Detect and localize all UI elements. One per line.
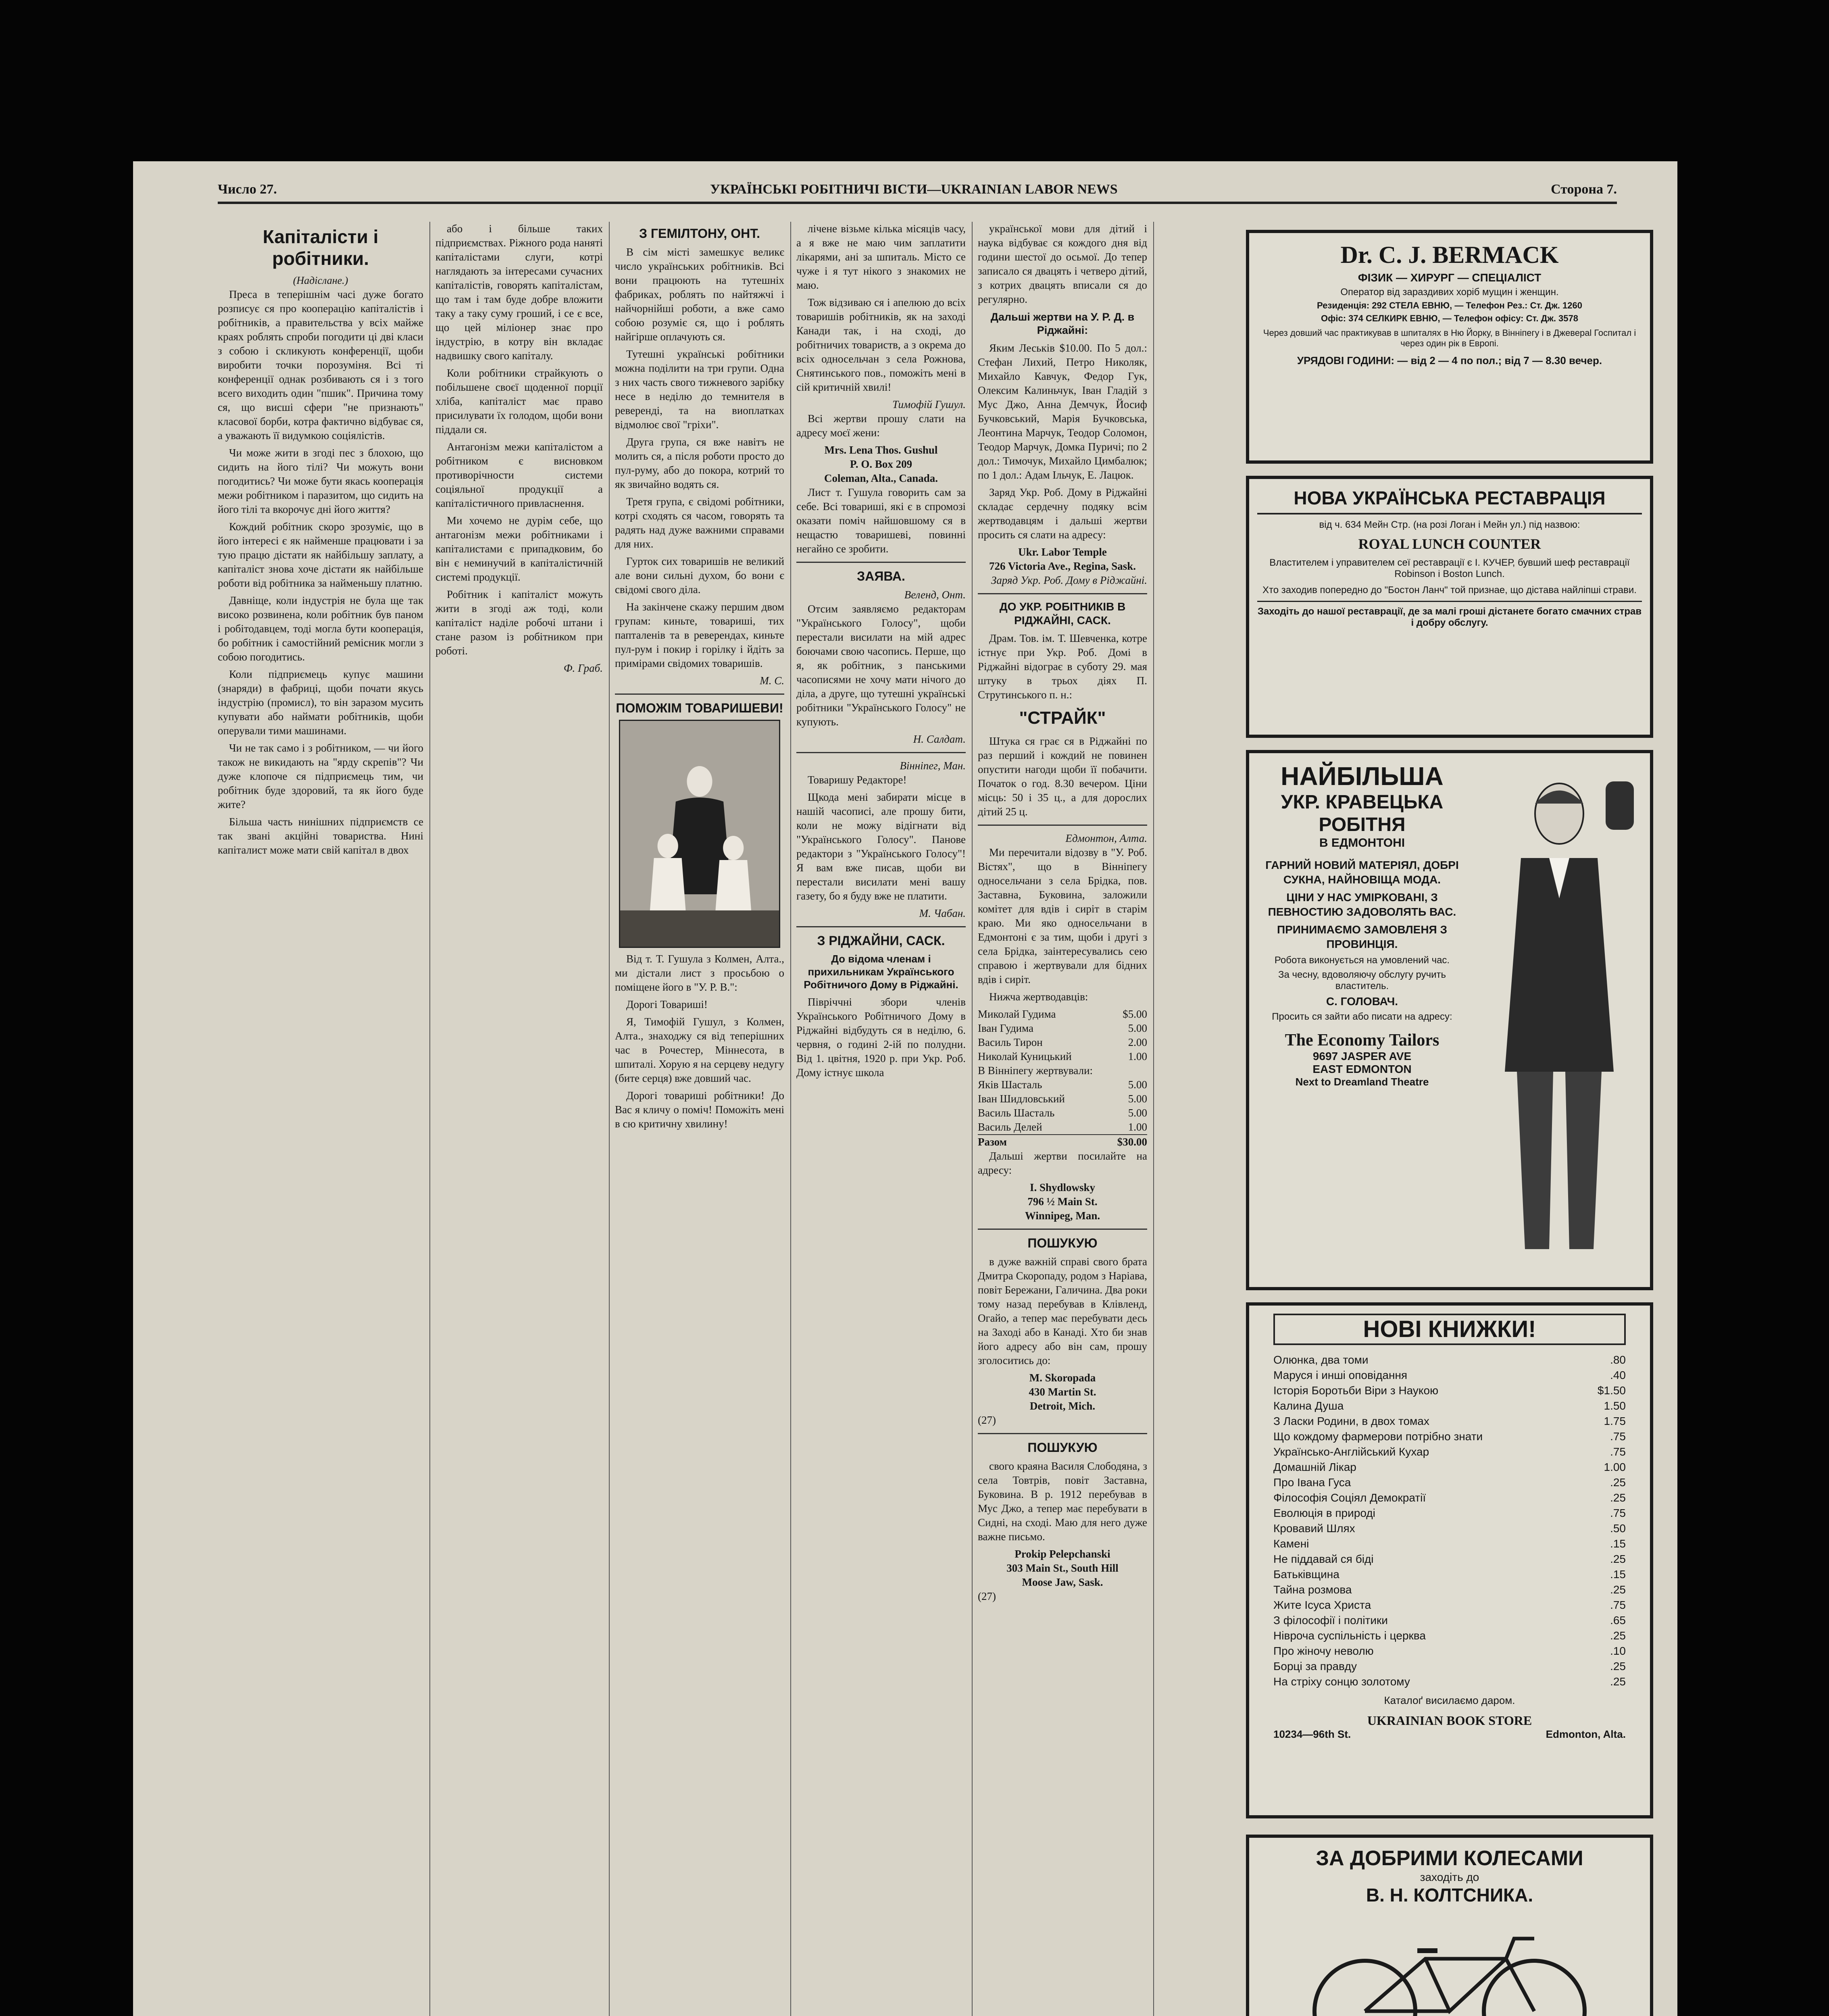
ad-text: Просить ся зайти або писати на адресу: — [1272, 1011, 1452, 1022]
book-item — [1273, 1567, 1626, 1582]
book-title: З філософії і політики — [1273, 1614, 1388, 1627]
paragraph: Нижча жертводавців: — [989, 991, 1088, 1003]
book-title: Кровавий Шлях — [1273, 1522, 1355, 1535]
book-price: .15 — [1610, 1537, 1626, 1550]
book-price: .15 — [1610, 1568, 1626, 1581]
book-item — [1273, 1521, 1626, 1536]
signature: Ф. Граб. — [563, 662, 603, 674]
donor-name: Василь Делей — [978, 1121, 1042, 1133]
notice-number: (27) — [978, 1414, 996, 1426]
donor-name: Миколай Гудима — [978, 1008, 1056, 1020]
donor-amount: $30.00 — [1117, 1136, 1147, 1148]
article-subtitle: (Надіслане.) — [293, 275, 348, 286]
donor-name: Разом — [978, 1136, 1007, 1148]
divider — [796, 926, 966, 927]
ad-tailor — [1246, 750, 1653, 1290]
ad-name: ROYAL LUNCH COUNTER — [1358, 536, 1541, 552]
book-title: Не піддавай ся бідi — [1273, 1553, 1374, 1565]
divider — [978, 825, 1147, 826]
signature: Заряд Укр. Роб. Дому в Ріджайні. — [991, 574, 1147, 586]
paragraph: свого краяна Василя Слободяна, з села Товтрів, повіт Заставна, Буковина. В р. 1912 перебував в Мус Джо, а тепер має перебувати в Сидні, на сході. Маю для него дуже важне письмо. — [978, 1460, 1147, 1543]
store-name: UKRAINIAN BOOK STORE — [1367, 1713, 1532, 1728]
book-price: .80 — [1610, 1354, 1626, 1366]
photo-figures — [620, 721, 779, 947]
book-price: .25 — [1610, 1629, 1626, 1642]
book-price: .10 — [1610, 1645, 1626, 1657]
dateline: Веленд, Онт. — [904, 589, 966, 601]
book-item — [1273, 1475, 1626, 1490]
paragraph: Я, Тимофій Гушул, з Колмен, Алта., знаходжу ся від теперішних час в Рочестер, Міннесота, в шпиталі. Хорую я на серцеву недугу (бите серця) вже довший час. — [615, 1016, 784, 1084]
store-city: Edmonton, Alta. — [1546, 1728, 1626, 1740]
ad-subtitle: ФІЗИК — ХИРУРГ — СПЕЦІАЛІСТ — [1358, 271, 1542, 284]
book-title: Батьківщина — [1273, 1568, 1339, 1581]
paragraph: Ми хочемо не дурім себе, що антагонізм межи робітниками і капіталистами є припадковим, бо він є неминучий в капіталістичній системі продукції. — [435, 514, 603, 583]
paragraph: Коли підприємець купує машини (знаряди) в фабриці, щоби почати якусь індустрію (промисл), то він заразом мусить купувати або наймати робітників, щоби оперували тими машинами. — [218, 668, 423, 737]
ad-hours: УРЯДОВІ ГОДИНИ: — від 2 — 4 по пол.; від 7 — 8.30 вечер. — [1297, 354, 1602, 367]
dateline: Едмонтон, Алта. — [1065, 832, 1147, 844]
donor-amount: 2.00 — [1128, 1036, 1147, 1048]
dateline: Вінніпег, Ман. — [900, 760, 966, 772]
divider — [796, 752, 966, 753]
paragraph: Дорогі товариші робітники! До Вас я кличу о поміч! Поможіть мені в сю критичну хвилину! — [615, 1089, 784, 1130]
section-title: Дальші жертви на У. Р. Д. в Ріджайні: — [990, 311, 1135, 336]
donor-name: В Вінніпегу жертвували: — [978, 1064, 1093, 1077]
book-title: Калина Душа — [1273, 1400, 1344, 1412]
ad-title: НАЙБІЛЬША — [1281, 762, 1444, 791]
book-item — [1273, 1506, 1626, 1521]
donor-amount: $5.00 — [1123, 1008, 1147, 1020]
paragraph: Від т. Т. Гушула з Колмен, Алта., ми дістали лист з просьбою о поміщене його в "У. Р. В.": — [615, 953, 784, 993]
ad-text: Робота виконується на умовлений час. — [1274, 955, 1450, 966]
notice-title: ПОШУКУЮ — [1027, 1236, 1098, 1250]
ad-title: ЗА ДОБРИМИ КОЛЕСАМИ — [1316, 1847, 1583, 1870]
book-item — [1273, 1643, 1626, 1659]
book-price: 1.00 — [1604, 1461, 1626, 1473]
paragraph: Драм. Тов. ім. Т. Шевченка, котре істнує при Укр. Роб. Домі в Ріджайні відограє в суботу 29. мая штуку в трьох діях П. Струтинського п. н.: — [978, 632, 1147, 701]
donor-row — [978, 1106, 1147, 1120]
book-title: Нівроча суспільність і церква — [1273, 1629, 1426, 1642]
paragraph: Тутешні українські робітники можна поділити на три групи. Одна з них часть свого тижневого зарібку несе в неділю до темнителя в реверенді, та на виоплатках відмолює свої "гріхи". — [615, 348, 784, 431]
book-title: Тайна розмова — [1273, 1583, 1352, 1596]
book-title: Камені — [1273, 1537, 1309, 1550]
book-title: Історія Боротьби Віри з Наукою — [1273, 1384, 1439, 1397]
ad-title: УКР. КРАВЕЦЬКА РОБІТНЯ — [1281, 791, 1444, 835]
column-2 — [435, 222, 603, 2016]
donor-amount: 5.00 — [1128, 1022, 1147, 1034]
page-header — [218, 177, 1617, 204]
book-item — [1273, 1490, 1626, 1506]
book-price: $1.50 — [1597, 1384, 1626, 1397]
signature: Н. Салдат. — [913, 733, 966, 745]
paragraph: Коли робітники страйкують о побільшене своєї щоденної порції хліба, капіталіст має право присилувати їх голодом, щоби вони піддали ся. — [435, 367, 603, 435]
article-title: З РІДЖАЙНИ, САСК. — [817, 933, 945, 948]
donor-name: Іван Гудима — [978, 1022, 1034, 1034]
book-title: Українсько-Англійський Кухар — [1273, 1445, 1429, 1458]
paragraph: Дорогі Товариші! — [626, 998, 708, 1010]
column-3 — [615, 222, 784, 2016]
ad-text: Офіс: 374 СЕЛКИРК ЕВНЮ, — Телефон офісу: Ст. Дж. 3578 — [1321, 313, 1578, 323]
paragraph: В сім місті замешкує великє число українських робітників. Всі вони працюють на тутешніх фабриках, роблять по найтяжчі і найчорнійші роботи, а вже само собою розуміє ся, що і роблять найгірше оплачують ся. — [615, 246, 784, 343]
book-item — [1273, 1444, 1626, 1460]
play-title: "СТРАЙК" — [1019, 708, 1106, 728]
donor-row — [978, 1050, 1147, 1064]
ad-address: 9697 JASPER AVE — [1312, 1050, 1412, 1062]
book-item — [1273, 1628, 1626, 1643]
divider — [978, 593, 1147, 594]
book-title: Про жіночу неволю — [1273, 1645, 1374, 1657]
column-4 — [796, 222, 966, 2016]
donor-list — [978, 1007, 1147, 1149]
paragraph: Чи не так само і з робітником, — чи його також не викидають на "ярду скрепів"? Чи дуже клопоче ся підприємець тим, чи робітник буде здоровий, та як його буде жите? — [218, 742, 423, 810]
ad-owner: С. ГОЛОВАЧ. — [1326, 995, 1398, 1008]
ad-books — [1246, 1302, 1653, 1818]
newspaper-page — [133, 161, 1677, 2016]
book-item — [1273, 1582, 1626, 1597]
ad-title: В. Н. КОЛТСНИКА. — [1366, 1885, 1533, 1906]
book-price: .25 — [1610, 1476, 1626, 1489]
ad-restaurant — [1246, 476, 1653, 738]
donor-amount: 5.00 — [1128, 1079, 1147, 1091]
article-title: З ГЕМІЛТОНУ, ОНТ. — [639, 226, 760, 241]
paragraph: Третя група, є свідомі робітники, котрі сходять ся часом, говорять та радять над дуже важними справами для них. — [615, 496, 784, 550]
divider — [978, 1433, 1147, 1434]
paragraph: Всі жертви прошу слати на адресу моєї жени: — [796, 412, 966, 439]
book-price: 1.75 — [1604, 1415, 1626, 1427]
book-item — [1273, 1398, 1626, 1414]
family-photo — [619, 720, 780, 948]
ad-title: Dr. C. J. BERMACK — [1340, 242, 1559, 268]
ad-text: Властителем і управителем сеї реставрації є І. КУЧЕР, бувший шеф реставрації Robinson і Boston Lunch. — [1269, 557, 1630, 579]
book-item — [1273, 1352, 1626, 1368]
donor-amount: 1.00 — [1128, 1050, 1147, 1062]
column-1 — [218, 222, 423, 2016]
book-price: .25 — [1610, 1675, 1626, 1688]
paragraph: Робітник і капіталіст можуть жити в згоді аж тоді, коли капіталіст наділе робочі штани і стане разом із робітником при роботі. — [435, 588, 603, 657]
donor-amount: 1.00 — [1128, 1121, 1147, 1133]
ad-text: Резиденція: 292 СТЕЛА ЕВНЮ, — Телефон Рез.: Ст. Дж. 1260 — [1317, 300, 1582, 310]
signature: Тимофій Гушул. — [892, 398, 966, 410]
paragraph: Ми перечитали відозву в "У. Роб. Вістях", що в Вінніпегу односельчани з села Брідка, пов. Заставна, Буковина, заложили комітет для вдів і сиріт в старім краю. Ми яко односельчани в Едмонтоні є за тим, щоби і другі з села Брідка, заінтересувались сею справою і жертвували для бідних вдів і сиріт. — [978, 846, 1147, 985]
donor-row — [978, 1134, 1147, 1149]
ad-text: ГАРНИЙ НОВИЙ МАТЕРІЯЛ, ДОБРІ СУКНА, НАЙНОВІЩА МОДА. — [1265, 859, 1459, 886]
paragraph: Гурток сих товаришів не великий але вони сильні духом, бо вони є свідомі свого діла. — [615, 555, 784, 596]
donor-name: Василь Тирон — [978, 1036, 1043, 1048]
column-rule — [429, 222, 430, 2016]
article-title: ПОМОЖІМ ТОВАРИШЕВИ! — [616, 701, 783, 715]
book-title: Домашній Лікар — [1273, 1461, 1356, 1473]
paragraph: Півріччні збори членів Українського Робітничого Дому в Ріджайні відбудуть ся в неділю, 6. червня, о годині 2-ій по полудни. Від 1. цвітня, 1920 р. при Укр. Роб. Дому істнує школа — [796, 996, 966, 1079]
book-price: .25 — [1610, 1491, 1626, 1504]
donor-name: Николай Куницький — [978, 1050, 1072, 1062]
book-price: .40 — [1610, 1369, 1626, 1381]
paragraph: Дальші жертви посилайте на адресу: — [978, 1150, 1147, 1176]
column-rule — [609, 222, 610, 2016]
paragraph: лічене візьме кілька місяців часу, а я вже не маю чим заплатити лікарями, ані за шпиталь. Місто се чуже і я тут нікого з знакомих не маю. — [796, 223, 966, 291]
book-item — [1273, 1597, 1626, 1613]
donor-row — [978, 1120, 1147, 1134]
donor-row — [978, 1021, 1147, 1035]
address: M. Skoropada 430 Martin St. Detroit, Mich. — [1029, 1372, 1096, 1412]
paragraph: Друга група, ся вже навітъ не молить ся, а після роботи просто до пул-руму, або до покора, котрий то як звичайно водять ся. — [615, 436, 784, 490]
paragraph: української мови для дітий і наука відбуває ся кождого дня від години шестої до осьмої. До тепер записало ся двацять і четверо дітий, з котрих двацять вписали ся до регулярно. — [978, 223, 1147, 305]
paragraph: Антагонізм межи капіталістом а робітником є висновком противорічности системи соціяльної продукції а капіталістичного привласнення. — [435, 441, 603, 509]
store-address: 10234—96th St. — [1273, 1728, 1351, 1740]
notice-title: ПОШУКУЮ — [1027, 1440, 1098, 1455]
article-subtitle: До відома членам і прихильникам Українського Робітничого Дому в Ріджайні. — [804, 953, 958, 991]
ad-bicycle — [1246, 1835, 1653, 2016]
book-price: .75 — [1610, 1430, 1626, 1443]
signature: М. С. — [760, 675, 784, 687]
article-title: ДО УКР. РОБІТНИКІВ В РІДЖАЙНІ, САСК. — [999, 600, 1126, 627]
ad-address: Next to Dreamland Theatre — [1295, 1076, 1429, 1088]
address: Prokip Pelepchanski 303 Main St., South Hill Moose Jaw, Sask. — [1006, 1548, 1119, 1588]
divider — [796, 562, 966, 563]
donor-name: Яків Шасталь — [978, 1079, 1042, 1091]
book-item — [1273, 1429, 1626, 1444]
book-item — [1273, 1674, 1626, 1689]
donor-row — [978, 1078, 1147, 1092]
paragraph: або і більше таких підприємствах. Ріжного рода наняті капіталістами слуги, котрі наглядають за інтересами сучасних капіталістів, говорять капіталістам, що там і там буде добре вложити таку а таку суму гроший, і се є все, що цей міліонер знає про індустрію, в котру він вкладає надвишку свого капіталу. — [435, 223, 603, 362]
book-title: Жите Ісуса Христа — [1273, 1599, 1371, 1611]
article-title: Капіталісти і робітники. — [262, 226, 379, 269]
book-item — [1273, 1659, 1626, 1674]
book-title: Що кождому фармерови потрібно знати — [1273, 1430, 1483, 1443]
book-item — [1273, 1414, 1626, 1429]
ad-text: Заходіть до нашої реставрації, де за малі гроші дістанете богато смачних страв і добру обслугу. — [1257, 601, 1642, 629]
book-title: Маруся і инші оповідання — [1273, 1369, 1408, 1381]
book-item — [1273, 1383, 1626, 1398]
book-price: .50 — [1610, 1522, 1626, 1535]
divider — [615, 694, 784, 695]
signature: М. Чабан. — [919, 907, 966, 919]
book-title: З Ласки Родини, в двох томах — [1273, 1415, 1429, 1427]
paragraph: Тож відзиваю ся і апелюю до всіх товаришів робітників, як на заході Канади так, і на сході, до робітничих товариств, а з окрема до всіх односельчан з села Рожнова, Снятинського пов., поможіть мені в сій критичній хвилі! — [796, 296, 966, 393]
book-price: .25 — [1610, 1660, 1626, 1672]
book-item — [1273, 1552, 1626, 1567]
address: Mrs. Lena Thos. Gushul P. O. Box 209 Coleman, Alta., Canada. — [824, 444, 938, 484]
ad-text: від ч. 634 Мейн Стр. (на розі Логан і Мейн ул.) під назвою: — [1319, 519, 1580, 530]
donor-row — [978, 1035, 1147, 1050]
ad-text: заходіть до — [1420, 1871, 1479, 1883]
ad-shop-name: The Economy Tailors — [1285, 1031, 1439, 1050]
book-item — [1273, 1460, 1626, 1475]
ad-text: ПРИНИМАЄМО ЗАМОВЛЕНЯ З ПРОВИНЦІЯ. — [1277, 923, 1447, 950]
column-rule — [1153, 222, 1154, 2016]
book-title: Олюнка, два томи — [1273, 1354, 1369, 1366]
ad-text: Каталоґ висилаємо даром. — [1384, 1694, 1515, 1706]
ad-address: EAST EDMONTON — [1312, 1063, 1412, 1075]
ad-text: ЦІНИ У НАС УМІРКОВАНІ, З ПЕВНОСТИЮ ЗАДОВОЛЯТЬ ВАС. — [1268, 891, 1456, 918]
book-item — [1273, 1536, 1626, 1552]
paragraph: в дуже важній справі свого брата Дмитра Скоропаду, родом з Наріава, повіт Бережани, Галичина. Два роки тому назад перебував в Клівленд, Огайо, а тепер має перебувати десь на Заході або в Канаді. Хто би знав його адресу або він сам, прошу зголоситись до: — [978, 1256, 1147, 1366]
book-title: На стріху сонцю золотому — [1273, 1675, 1410, 1688]
ad-subtitle: В ЕДМОНТОНІ — [1319, 836, 1405, 850]
page-number: Сторона 7. — [1551, 182, 1617, 197]
address: I. Shydlowsky 796 ½ Main St. Winnipeg, Man. — [1025, 1181, 1100, 1222]
ad-text: За чесну, вдоволяючу обслугу ручить властитель. — [1278, 969, 1446, 991]
paragraph: На закінчене скажу першим двом групам: киньте, товариші, тих папталенів та в реверендах, киньте пул-рум і покир і горілку і йдіть за примірами свідомих товаришів. — [615, 601, 784, 669]
masthead: УКРАЇНСЬКІ РОБІТНИЧІ ВІСТИ—UKRAINIAN LABOR NEWS — [710, 182, 1118, 197]
book-price: .65 — [1610, 1614, 1626, 1627]
donor-row — [978, 1064, 1147, 1078]
address: Ukr. Labor Temple 726 Victoria Ave., Regina, Sask. — [989, 546, 1136, 572]
donor-row — [978, 1092, 1147, 1106]
issue-number: Число 27. — [218, 182, 277, 197]
donor-amount: 5.00 — [1128, 1093, 1147, 1105]
book-price: .25 — [1610, 1583, 1626, 1596]
paragraph: Давніще, коли індустрія не була ще так високо розвинена, коли робітник був паном і робітодавцем, тоді могла бути кооперація, бо робітник і самостійний ремісник могли з собою погодитись. — [218, 594, 423, 663]
book-price: .75 — [1610, 1445, 1626, 1458]
paragraph: Кождий робітник скоро зрозуміє, що в його інтересі є як найменше працювати і за тую працю дістати як найбільшу заплату, а капіталіст знова хоче дістати як найбільше роботи від робітника за найменьшу платню. — [218, 521, 423, 589]
book-item — [1273, 1368, 1626, 1383]
book-price: .75 — [1610, 1599, 1626, 1611]
column-5 — [978, 222, 1147, 2016]
column-rule — [790, 222, 791, 2016]
paragraph: Лист т. Гушула говорить сам за себе. Всі товариші, які є в спромозі оказати поміч найшовшому ся в нещастю товаришеві, повинні негайно се зробити. — [796, 486, 966, 555]
book-price: 1.50 — [1604, 1400, 1626, 1412]
ad-title: НОВІ КНИЖКИ! — [1273, 1314, 1626, 1345]
paragraph: Товаришу Редакторе! — [808, 774, 907, 786]
article-title: ЗАЯВА. — [857, 569, 905, 583]
paragraph: Яким Леськів $10.00. По 5 дол.: Стефан Лихий, Петро Николяк, Михайло Кавчук, Федор Гук, Олексим Калиньчук, Іван Гладій з Мус Джо, Анна Демчук, Йосиф Бучковський, Марія Бучковська, Леонтина Марчук, Теодор Соломон, Теодор Марчук, Домка Пуричі; по 2 дол.: Тимочук, Михайло Цимбалюк; по 1 дол.: Адам Ільчук, Е. Лацюк. — [978, 342, 1147, 481]
paragraph: Більша часть нинішних підприємств се так звані акційні товариства. Нині капіталист може мати свій капітал в двох — [218, 816, 423, 856]
gentleman-illustration — [1473, 765, 1642, 1273]
notice-number: (27) — [978, 1590, 996, 1602]
book-title: Про Івана Гуса — [1273, 1476, 1351, 1489]
book-price: .25 — [1610, 1553, 1626, 1565]
column-rule — [972, 222, 973, 2016]
book-price: .75 — [1610, 1507, 1626, 1519]
book-title: Філософія Соціял Демократії — [1273, 1491, 1426, 1504]
ad-text: Оператор від зараздивих хорiб мущин і женщин. — [1340, 287, 1559, 298]
paragraph: Щкода мені забирати місце в нашій часописі, але прошу бити, коли не можу відігнати від "Українського Голосу". Панове редактори з "Українського Голосу"! Я вам вже писав, щоби ви перестали висилати мені вашу газету, бо я буду вже не платити. — [796, 791, 966, 902]
paragraph: Заряд Укр. Роб. Дому в Ріджайні складає сердечну подяку всім жертводавцям і дальші жертви просить ся слати на адресу: — [978, 486, 1147, 541]
ad-title: НОВА УКРАЇНСЬКА РЕСТАВРАЦІЯ — [1257, 487, 1642, 514]
paragraph: Преса в теперішнім часі дуже богато розписує ся про кооперацію капіталістів і робітників, а правительства у всіх майже краях роблять спроби погодити ці дві класи з собою і скликують конференції, щоби виробити точки порозуміня. Всі ті конференції однак розбивають ся і з того всего виходить один "пшик". Причина тому ся, що висші сфери "не признають" класової борби, котра фактично відбуває ся, а уважають її видумкою соціялістів. — [218, 288, 423, 442]
book-item — [1273, 1613, 1626, 1628]
bicycle-icon — [1296, 1914, 1603, 2016]
donor-row — [978, 1007, 1147, 1021]
book-title: Еволюція в природі — [1273, 1507, 1375, 1519]
paragraph: Штука ся грає ся в Ріджайні по раз перший і кождий не повинен опустити нагоди щоби її побачити. Початок о год. 8.30 вечером. Ціни місць: 50 і 35 ц., а для дорослих дітий 25 ц. — [978, 735, 1147, 818]
paragraph: Чи може жити в згоді пес з блохою, що сидить на його тілі? Чи можуть вони погодитись? Чи може бути якась кооперація межи робітником і паразитом, що сидить на його тілі та вкорочує дні його життя? — [218, 447, 423, 515]
donor-name: Василь Шасталь — [978, 1107, 1055, 1119]
ad-text: Через довший час практикував в шпиталях в Ню Йорку, в Вінніпегу і в Джевераl Госпитал і через один рік в Европі. — [1263, 328, 1636, 348]
divider — [978, 1229, 1147, 1230]
ad-text: Хто заходив попередно до "Бостон Ланч" той признае, що дістава найліпші страви. — [1262, 585, 1637, 596]
book-title: Борці за правду — [1273, 1660, 1357, 1672]
donor-amount: 5.00 — [1128, 1107, 1147, 1119]
book-list — [1257, 1352, 1642, 1689]
donor-name: Іван Шидловський — [978, 1093, 1065, 1105]
ad-bermack — [1246, 230, 1653, 464]
paragraph: Отсим заявляємо редакторам "Українського Голосу", щоби перестали висилати на мій адрес боючами свою часопись. Перше, що я, як робітник, з панськими часописями не хочу мати нічого до діла, а друге, що тутешні українські робітники "Українського Голосу" не купують. — [796, 603, 966, 728]
